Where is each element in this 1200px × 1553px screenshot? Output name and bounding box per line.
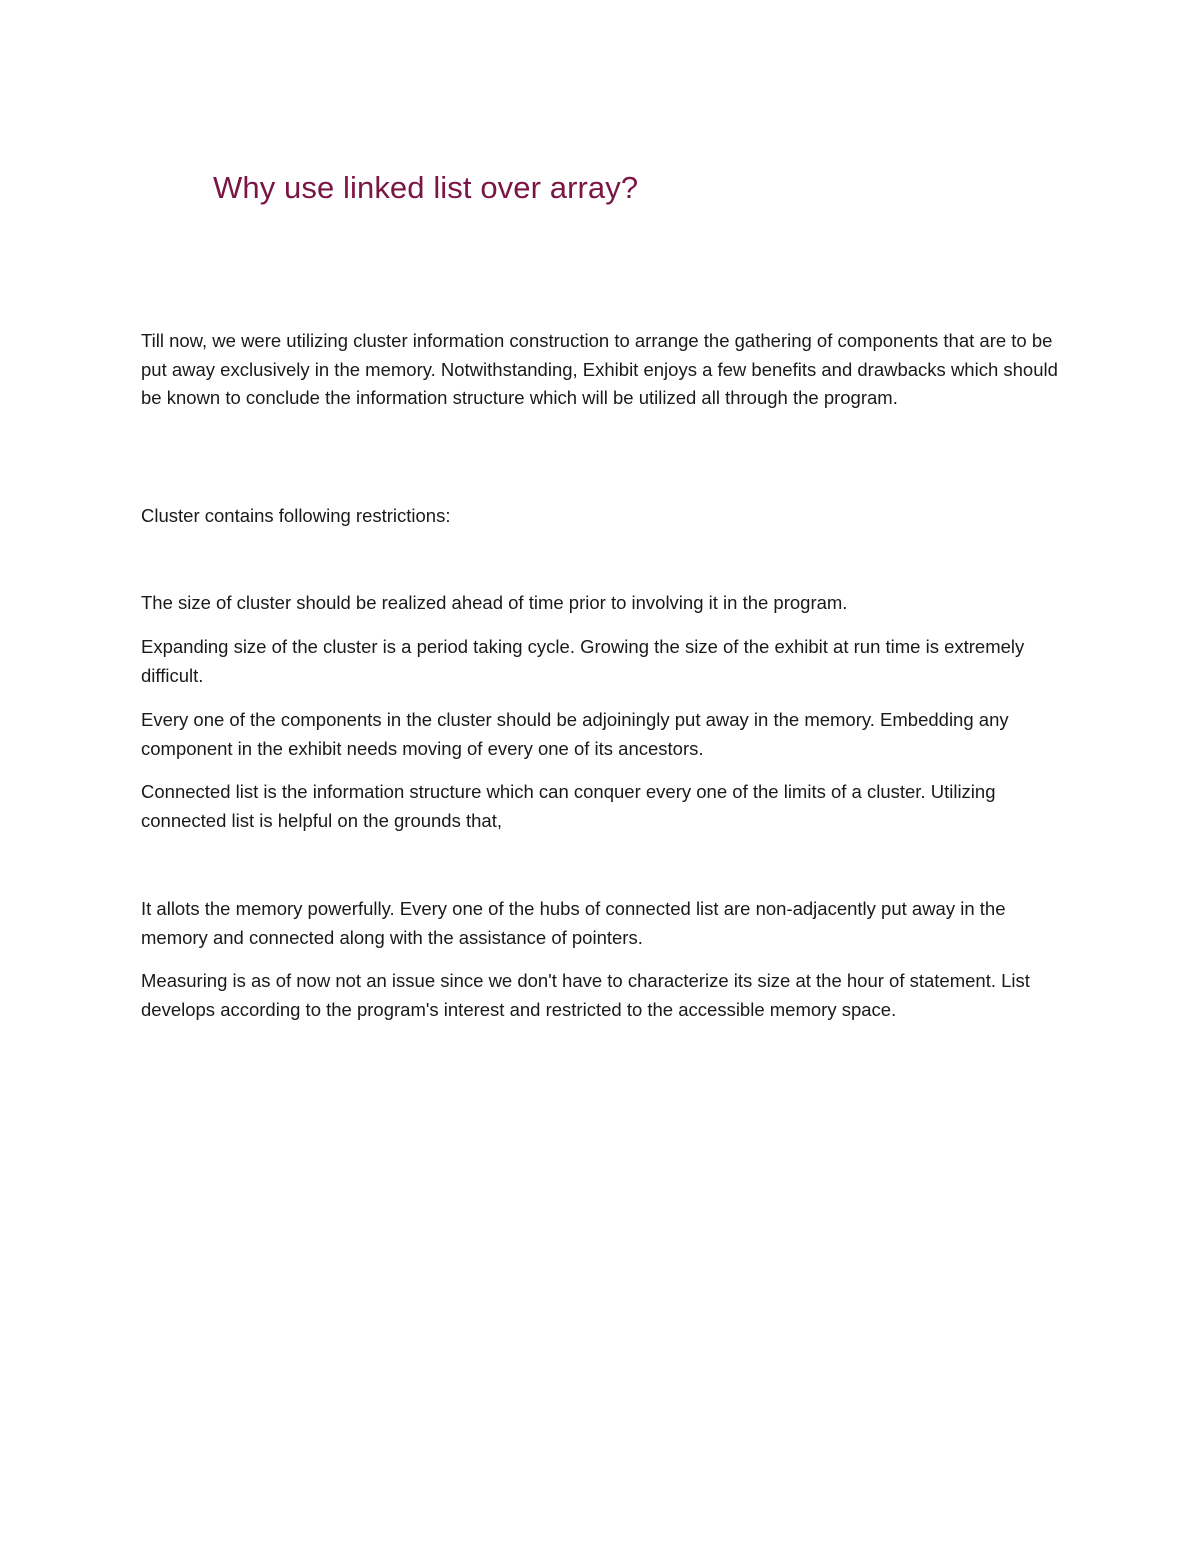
benefit-paragraph: It allots the memory powerfully. Every one of the hubs of connected list are non-adjacently put away in the memory and connected along with the assistance of pointers. xyxy=(141,898,1006,948)
restriction-paragraph: The size of cluster should be realized ahead of time prior to involving it in the program. xyxy=(141,592,848,613)
document-title: Why use linked list over array? xyxy=(213,170,639,205)
restriction-paragraph: Every one of the components in the cluster should be adjoiningly put away in the memory. Embedding any component in the exhibit needs moving of every one of its ancestors. xyxy=(141,709,1009,759)
linked-list-intro-paragraph: Connected list is the information structure which can conquer every one of the limits of a cluster. Utilizing connected list is helpful on the grounds that, xyxy=(141,781,996,831)
restrictions-heading: Cluster contains following restrictions: xyxy=(141,505,451,526)
benefit-paragraph: Measuring is as of now not an issue since we don't have to characterize its size at the hour of statement. List develops according to the program's interest and restricted to the accessible memory space. xyxy=(141,970,1030,1020)
restriction-paragraph: Expanding size of the cluster is a period taking cycle. Growing the size of the exhibit at run time is extremely difficult. xyxy=(141,636,1025,686)
intro-paragraph: Till now, we were utilizing cluster information construction to arrange the gathering of components that are to be put away exclusively in the memory. Notwithstanding, Exhibit enjoys a few benefits and drawbacks which should be known to conclude the information structure which will be utilized all through the program. xyxy=(141,330,1058,408)
